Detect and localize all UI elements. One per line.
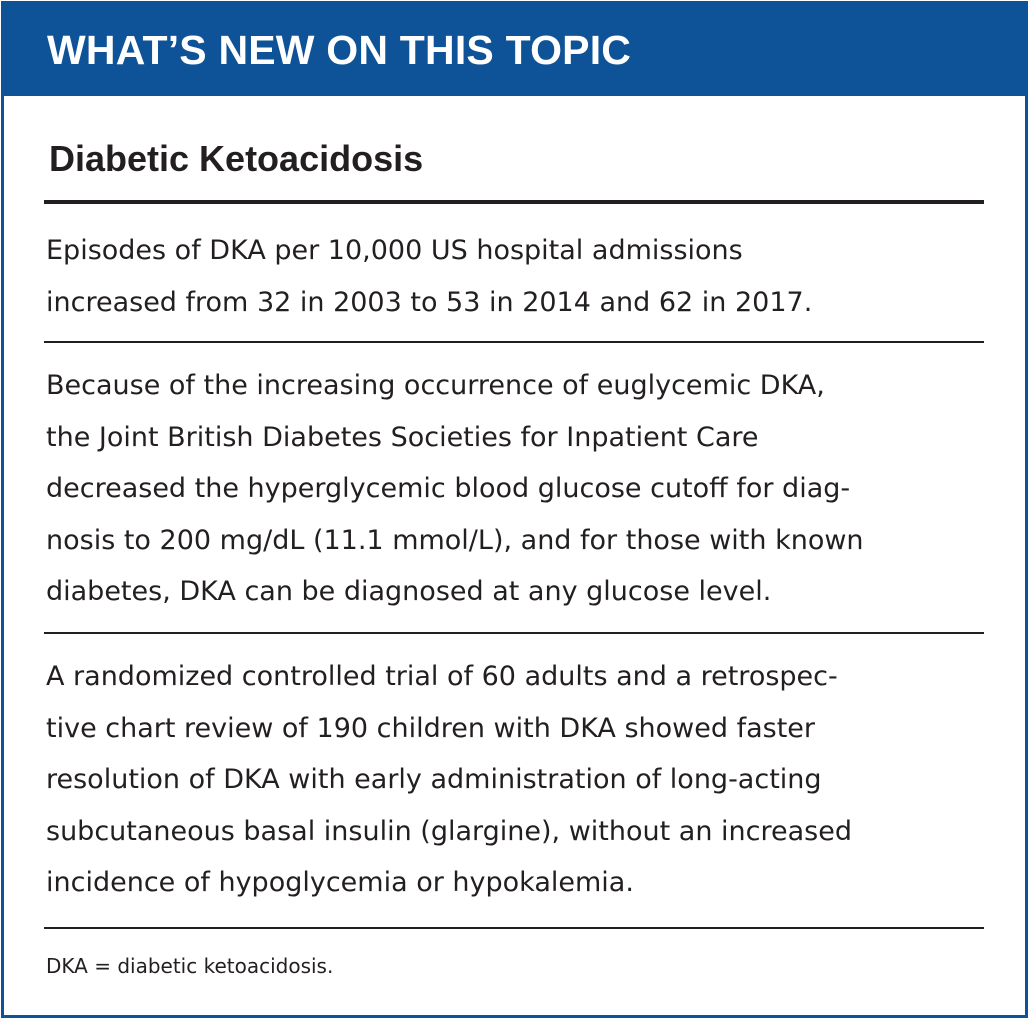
news-item-line: tive chart review of 190 children with DKA showed faster (46, 712, 816, 744)
title-divider (44, 200, 984, 204)
header-title: WHAT’S NEW ON THIS TOPIC (47, 27, 632, 73)
news-item-2 (46, 360, 996, 618)
news-item-3 (46, 651, 996, 909)
topic-title: Diabetic Ketoacidosis (49, 138, 424, 179)
news-item-line: subcutaneous basal insulin (glargine), without an increased (46, 815, 852, 847)
news-item-1 (46, 225, 996, 328)
news-item-line: Episodes of DKA per 10,000 US hospital admissions (46, 235, 743, 266)
news-item-line: incidence of hypoglycemia or hypokalemia. (46, 867, 634, 898)
news-item-line: diabetes, DKA can be diagnosed at any glucose level. (46, 576, 772, 607)
item-divider (44, 341, 984, 343)
news-item-line: nosis to 200 mg/dL (11.1 mmol/L), and for those with known (46, 524, 864, 556)
news-item-line: A randomized controlled trial of 60 adults and a retrospec- (46, 661, 838, 692)
header-bar (4, 4, 1025, 96)
news-item-line: the Joint British Diabetes Societies for Inpatient Care (46, 421, 759, 453)
news-item-line: resolution of DKA with early administration of long-acting (46, 764, 822, 795)
footnote: DKA = diabetic ketoacidosis. (46, 954, 334, 978)
news-item-line: decreased the hyperglycemic blood glucose cutoff for diag- (46, 473, 851, 504)
footnote-divider (44, 927, 984, 929)
item-divider (44, 632, 984, 634)
news-item-line: Because of the increasing occurrence of euglycemic DKA, (46, 370, 825, 401)
news-item-line: increased from 32 in 2003 to 53 in 2014 and 62 in 2017. (46, 286, 813, 318)
